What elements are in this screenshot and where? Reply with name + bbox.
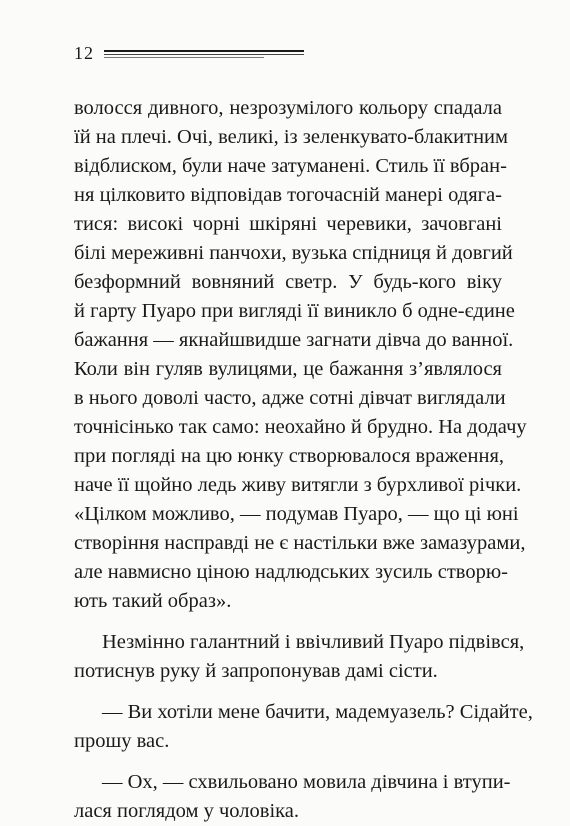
text-line: наче її щойно ледь живу витягли з бурхливої річки. xyxy=(74,474,522,496)
paragraph-gap xyxy=(74,756,502,768)
text-line: створіння насправді не є настільки вже замазурами, xyxy=(74,532,526,554)
text-line: лася поглядом у чоловіка. xyxy=(74,800,300,822)
text-line: Коли він гуляв вулицями, це бажання з’являлося xyxy=(74,358,502,380)
text-line: відблиском, були наче затуманені. Стиль її вбран- xyxy=(74,155,507,177)
text-line: їй на плечі. Очі, великі, із зеленкувато-блакитним xyxy=(74,126,508,148)
text-line: волосся дивного, незрозумілого кольору спадала xyxy=(74,97,502,119)
text-line: й гарту Пуаро при вигляді її виникло б одне-єдине xyxy=(74,300,515,322)
text-line: «Цілком можливо, — подумав Пуаро, — що ці юні xyxy=(74,503,519,525)
text-line: — Ох, — схвильовано мовила дівчина і втупи- xyxy=(102,771,511,793)
text-line: ня цілковито відповідав тогочасній манері одяга- xyxy=(74,184,502,206)
text-line: в нього доволі часто, адже сотні дівчат виглядали xyxy=(74,387,506,409)
text-line: безформний вовняний светр. У будь-кого віку xyxy=(74,271,502,293)
text-line: тися: високі чорні шкіряні черевики, зачовгані xyxy=(74,213,502,235)
text-line: бажання — якнайшвидше загнати дівча до ванної. xyxy=(74,329,514,351)
text-line: точнісінько так само: неохайно й брудно. На додачу xyxy=(74,416,527,438)
text-line: але навмисно ціною надлюдських зусиль створю- xyxy=(74,561,508,583)
header-rule-line xyxy=(104,57,264,58)
body-text xyxy=(74,94,533,826)
text-line: — Ви хотіли мене бачити, мадемуазель? Сідайте, xyxy=(102,701,533,723)
text-line: потиснув руку й запропонував дамі сісти. xyxy=(74,660,438,682)
page-number: 12 xyxy=(74,43,94,63)
page-header xyxy=(74,44,304,62)
paragraph-gap xyxy=(74,686,502,698)
text-line: при погляді на цю юнку створювалося враження, xyxy=(74,445,505,467)
text-line: Незмінно галантний і ввічливий Пуаро підвівся, xyxy=(102,631,525,653)
paragraph-gap xyxy=(74,616,502,628)
header-rule-line xyxy=(104,50,304,52)
header-rule xyxy=(104,48,304,58)
text-line: ють такий образ». xyxy=(74,590,232,612)
header-rule-line xyxy=(104,54,304,55)
text-line: білі мереживні панчохи, вузька спідниця й довгий xyxy=(74,242,513,264)
text-line: прошу вас. xyxy=(74,730,170,752)
